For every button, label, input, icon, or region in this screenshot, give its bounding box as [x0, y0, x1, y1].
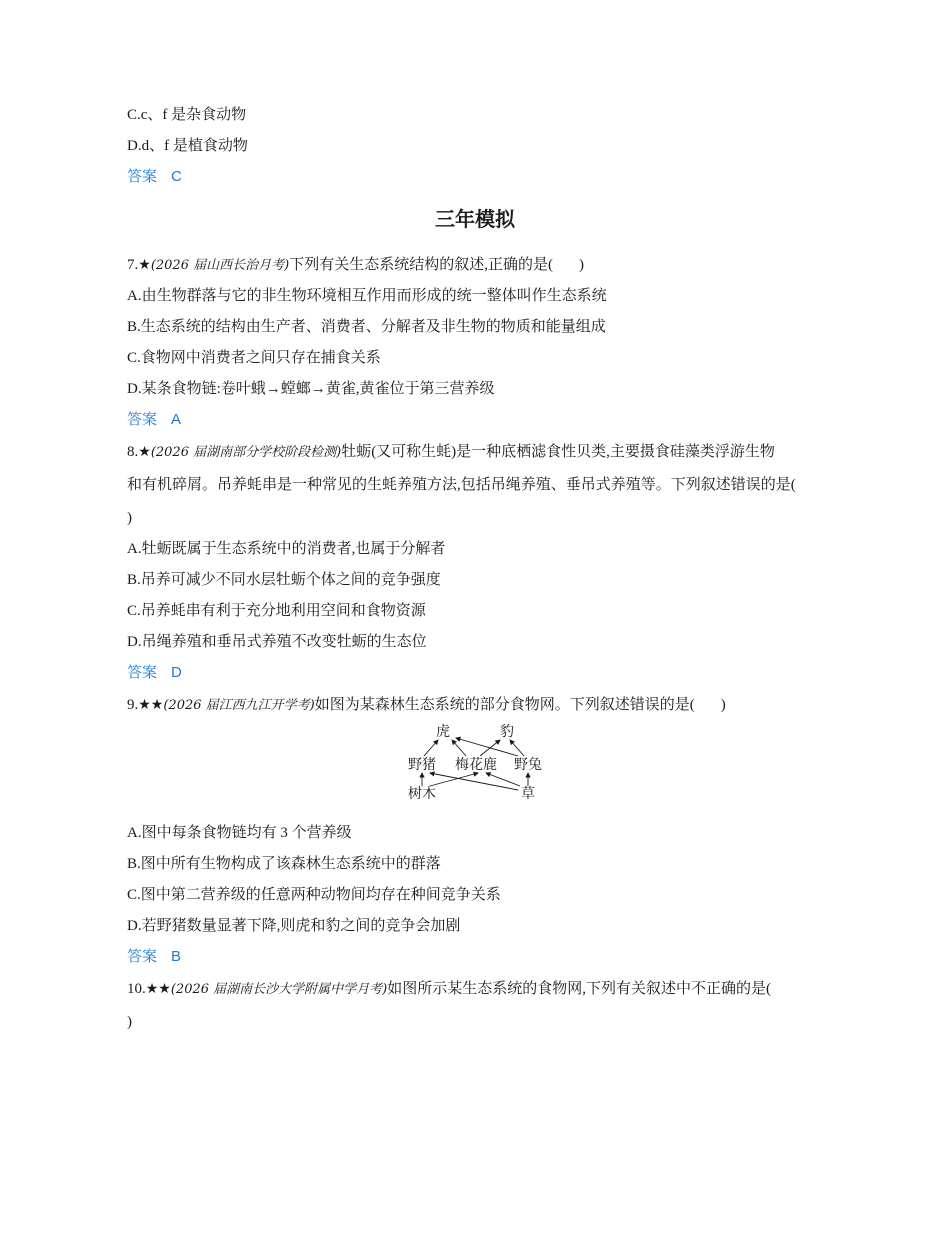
- q9-stem: [127, 695, 830, 716]
- q9-source: (2026 届江西九江开学考): [163, 698, 315, 713]
- q9-stem-text: 如图为某森林生态系统的部分食物网。下列叙述错误的是(: [314, 697, 695, 713]
- q7-number: 7.: [127, 257, 139, 273]
- arrow-rabbit-tiger: [456, 738, 518, 756]
- q8-answer: [127, 663, 830, 683]
- prev-option-d: D.d、f 是植食动物: [127, 138, 248, 154]
- q10-stem-text1: 如图所示某生态系统的食物网,下列有关叙述中不正确的是(: [387, 981, 771, 997]
- answer-label: 答案: [127, 411, 158, 428]
- q8-number: 8.: [127, 444, 139, 460]
- arrow-grass-boar: [430, 773, 518, 790]
- answer-label: 答案: [127, 948, 158, 965]
- q9-option-a: A.图中每条食物链均有 3 个营养级: [127, 825, 352, 841]
- node-boar: 野猪: [408, 758, 436, 773]
- node-grass: 草: [521, 787, 535, 802]
- q7-option-b: B.生态系统的结构由生产者、消费者、分解者及非生物的物质和能量组成: [127, 319, 606, 335]
- q9-number: 9.: [127, 697, 139, 713]
- q10-stem-line1: [127, 979, 830, 1000]
- answer-label: 答案: [127, 168, 158, 185]
- q8-stem-line3: ): [127, 510, 132, 526]
- node-rabbit: 野兔: [514, 758, 542, 773]
- answer-value: C: [171, 168, 182, 185]
- answer-label: 答案: [127, 664, 158, 681]
- node-tree: 树木: [408, 787, 436, 802]
- arrow-deer-tiger: [452, 740, 466, 756]
- q9-answer: [127, 947, 830, 967]
- q9-option-c: C.图中第二营养级的任意两种动物间均存在种间竞争关系: [127, 887, 501, 903]
- q9-stars: ★★: [138, 697, 164, 713]
- q10-stem-line2: ): [127, 1014, 132, 1030]
- prev-option-c: C.c、f 是杂食动物: [127, 107, 247, 123]
- q7-option-d: D.某条食物链:卷叶蛾→螳螂→黄雀,黄雀位于第三营养级: [127, 381, 495, 397]
- q8-stem-text1: 牡蛎(又可称生蚝)是一种底栖滤食性贝类,主要摄食硅藻类浮游生物: [341, 444, 775, 460]
- section-title: 三年模拟: [435, 209, 515, 231]
- q9-option-d: D.若野猪数量显著下降,则虎和豹之间的竞争会加剧: [127, 918, 461, 934]
- q8-source: (2026 届湖南部分学校阶段检测): [150, 445, 342, 460]
- q7-stem-end: ): [578, 257, 584, 273]
- q8-stem-line2: 和有机碎屑。吊养蚝串是一种常见的生蚝养殖方法,包括吊绳养殖、垂吊式养殖等。下列叙述错误的是(: [127, 477, 796, 493]
- arrow-grass-deer: [486, 773, 520, 786]
- q7-option-c: C.食物网中消费者之间只存在捕食关系: [127, 350, 381, 366]
- q7-option-a: A.由生物群落与它的非生物环境相互作用而形成的统一整体叫作生态系统: [127, 288, 607, 304]
- arrow-deer-leopard: [480, 740, 500, 756]
- prev-answer: [127, 167, 830, 187]
- q7-stem: [127, 255, 830, 276]
- q8-option-b: B.吊养可减少不同水层牡蛎个体之间的竞争强度: [127, 572, 441, 588]
- q10-source: (2026 届湖南长沙大学附属中学月考): [170, 982, 388, 997]
- node-deer: 梅花鹿: [455, 758, 497, 773]
- q8-option-c: C.吊养蚝串有利于充分地利用空间和食物资源: [127, 603, 426, 619]
- node-leopard: 豹: [500, 725, 514, 740]
- q8-option-d: D.吊绳养殖和垂吊式养殖不改变牡蛎的生态位: [127, 634, 427, 650]
- food-web-diagram: [400, 718, 550, 804]
- q7-stem-text: 下列有关生态系统结构的叙述,正确的是(: [289, 257, 553, 273]
- q9-option-b: B.图中所有生物构成了该森林生态系统中的群落: [127, 856, 441, 872]
- arrow-tree-deer: [430, 773, 478, 786]
- arrow-boar-tiger: [424, 740, 438, 756]
- answer-value: A: [171, 411, 182, 428]
- q8-stem-line1: [127, 442, 830, 463]
- q7-stars: ★: [138, 257, 151, 273]
- q8-option-a: A.牡蛎既属于生态系统中的消费者,也属于分解者: [127, 541, 446, 557]
- q7-answer: [127, 410, 830, 430]
- q7-source: (2026 届山西长治月考): [150, 258, 290, 273]
- node-tiger: 虎: [436, 725, 450, 740]
- q10-number: 10.: [127, 981, 146, 997]
- arrow-rabbit-leopard: [510, 740, 524, 756]
- q9-stem-end: ): [720, 697, 726, 713]
- answer-value: B: [171, 948, 182, 965]
- answer-value: D: [171, 664, 182, 681]
- q10-stars: ★★: [145, 981, 171, 997]
- q8-stars: ★: [138, 444, 151, 460]
